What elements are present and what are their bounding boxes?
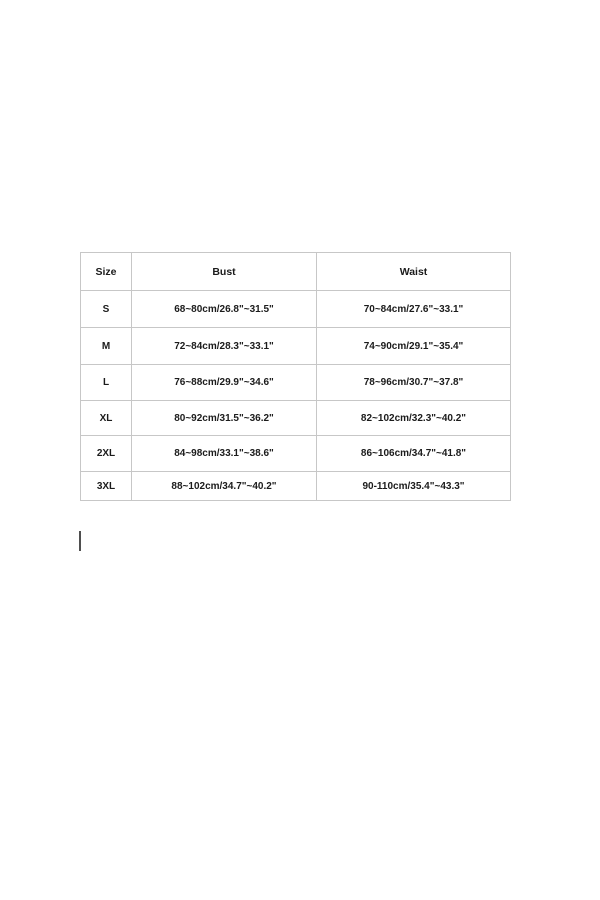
column-header-bust: Bust <box>132 253 317 291</box>
bust-cell: 80~92cm/31.5"~36.2" <box>132 401 317 436</box>
size-cell: S <box>81 291 132 328</box>
waist-cell: 86~106cm/34.7"~41.8" <box>317 436 511 472</box>
size-cell: 2XL <box>81 436 132 472</box>
table-row <box>81 436 511 472</box>
table-row <box>81 291 511 328</box>
size-cell: 3XL <box>81 472 132 501</box>
table-row <box>81 401 511 436</box>
column-header-size: Size <box>81 253 132 291</box>
size-cell: M <box>81 328 132 365</box>
bust-cell: 68~80cm/26.8"~31.5" <box>132 291 317 328</box>
size-chart-table <box>80 252 511 501</box>
waist-cell: 90-110cm/35.4"~43.3" <box>317 472 511 501</box>
size-cell: L <box>81 365 132 401</box>
waist-cell: 70~84cm/27.6"~33.1" <box>317 291 511 328</box>
table-row <box>81 365 511 401</box>
bust-cell: 72~84cm/28.3"~33.1" <box>132 328 317 365</box>
text-cursor <box>79 531 81 551</box>
table-row <box>81 328 511 365</box>
bust-cell: 88~102cm/34.7"~40.2" <box>132 472 317 501</box>
table-header-row <box>81 253 511 291</box>
waist-cell: 78~96cm/30.7"~37.8" <box>317 365 511 401</box>
waist-cell: 82~102cm/32.3"~40.2" <box>317 401 511 436</box>
bust-cell: 84~98cm/33.1"~38.6" <box>132 436 317 472</box>
size-cell: XL <box>81 401 132 436</box>
column-header-waist: Waist <box>317 253 511 291</box>
waist-cell: 74~90cm/29.1"~35.4" <box>317 328 511 365</box>
table-row <box>81 472 511 501</box>
bust-cell: 76~88cm/29.9"~34.6" <box>132 365 317 401</box>
